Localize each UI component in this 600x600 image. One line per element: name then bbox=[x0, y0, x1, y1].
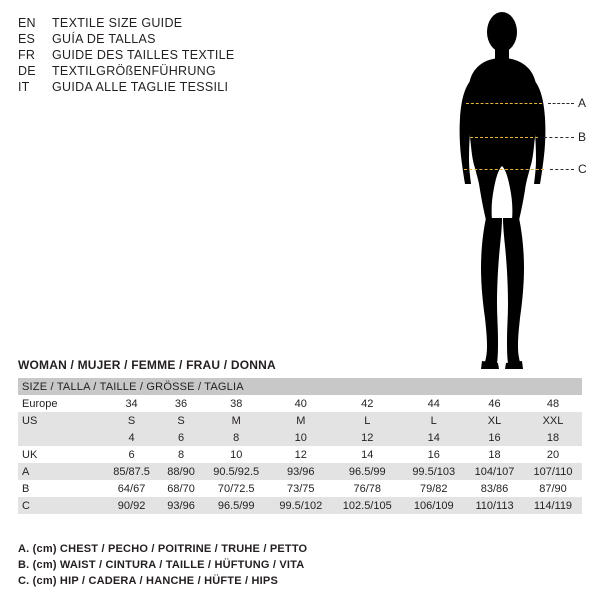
language-code: FR bbox=[18, 48, 36, 62]
waist-extension-line bbox=[544, 137, 574, 138]
table-cell: 104/107 bbox=[465, 463, 524, 480]
table-cell: 110/113 bbox=[465, 497, 524, 514]
table-cell: 10 bbox=[203, 446, 269, 463]
language-text: TEXTILGRÖßENFÜHRUNG bbox=[52, 64, 217, 78]
table-row bbox=[18, 446, 582, 463]
table-cell: 42 bbox=[332, 395, 402, 412]
language-code: ES bbox=[18, 32, 36, 46]
legend-item-c: C. (cm) HIP / CADERA / HANCHE / HÜFTE / HIPS bbox=[18, 575, 278, 587]
table-cell: 12 bbox=[269, 446, 332, 463]
table-cell: 46 bbox=[465, 395, 524, 412]
table-header-label: SIZE / TALLA / TAILLE / GRÖSSE / TAGLIA bbox=[18, 378, 582, 395]
table-cell: 88/90 bbox=[159, 463, 203, 480]
table-cell: 107/110 bbox=[524, 463, 582, 480]
language-row bbox=[18, 48, 348, 62]
table-cell: 10 bbox=[269, 429, 332, 446]
row-label: Europe bbox=[18, 395, 104, 412]
table-cell: 8 bbox=[159, 446, 203, 463]
table-cell: 6 bbox=[159, 429, 203, 446]
row-label bbox=[18, 429, 104, 446]
table-cell: L bbox=[332, 412, 402, 429]
table-cell: 70/72.5 bbox=[203, 480, 269, 497]
row-label: A bbox=[18, 463, 104, 480]
legend-item-a: A. (cm) CHEST / PECHO / POITRINE / TRUHE / PETTO bbox=[18, 543, 308, 555]
row-label: C bbox=[18, 497, 104, 514]
table-cell: 96.5/99 bbox=[203, 497, 269, 514]
hip-extension-line bbox=[550, 169, 574, 170]
table-row bbox=[18, 497, 582, 514]
table-cell: 40 bbox=[269, 395, 332, 412]
table-cell: 102.5/105 bbox=[332, 497, 402, 514]
table-cell: 87/90 bbox=[524, 480, 582, 497]
language-text: GUIDE DES TAILLES TEXTILE bbox=[52, 48, 235, 62]
legend-item-b: B. (cm) WAIST / CINTURA / TAILLE / HÜFTUNG / VITA bbox=[18, 559, 305, 571]
table-cell: 16 bbox=[465, 429, 524, 446]
table-cell: 36 bbox=[159, 395, 203, 412]
table-cell: L bbox=[402, 412, 465, 429]
language-text: TEXTILE SIZE GUIDE bbox=[52, 16, 183, 30]
table-row bbox=[18, 395, 582, 412]
table-cell: 18 bbox=[465, 446, 524, 463]
table-cell: XXL bbox=[524, 412, 582, 429]
row-label: B bbox=[18, 480, 104, 497]
chest-measure-line bbox=[466, 103, 542, 104]
table-row bbox=[18, 480, 582, 497]
table-cell: 18 bbox=[524, 429, 582, 446]
table-cell: 96.5/99 bbox=[332, 463, 402, 480]
table-cell: S bbox=[159, 412, 203, 429]
language-code: EN bbox=[18, 16, 36, 30]
hip-measure-line bbox=[464, 169, 544, 170]
table-cell: 64/67 bbox=[104, 480, 159, 497]
table-cell: 16 bbox=[402, 446, 465, 463]
female-body-silhouette bbox=[430, 6, 600, 376]
language-row bbox=[18, 32, 348, 46]
table-cell: 12 bbox=[332, 429, 402, 446]
table-cell: 4 bbox=[104, 429, 159, 446]
marker-label-b: B bbox=[578, 130, 587, 144]
chest-extension-line bbox=[548, 103, 574, 104]
table-cell: 14 bbox=[402, 429, 465, 446]
language-text: GUÍA DE TALLAS bbox=[52, 32, 156, 46]
table-cell: 8 bbox=[203, 429, 269, 446]
measurement-legend bbox=[18, 543, 578, 591]
table-row bbox=[18, 429, 582, 446]
table-cell: 93/96 bbox=[159, 497, 203, 514]
table-cell: 99.5/102 bbox=[269, 497, 332, 514]
language-code: DE bbox=[18, 64, 36, 78]
language-text: GUIDA ALLE TAGLIE TESSILI bbox=[52, 80, 229, 94]
table-cell: 99.5/103 bbox=[402, 463, 465, 480]
size-table bbox=[18, 378, 582, 514]
table-cell: 34 bbox=[104, 395, 159, 412]
table-row bbox=[18, 412, 582, 429]
size-table-section bbox=[18, 358, 582, 514]
table-cell: 73/75 bbox=[269, 480, 332, 497]
table-caption: WOMAN / MUJER / FEMME / FRAU / DONNA bbox=[18, 358, 276, 372]
language-list bbox=[18, 16, 348, 96]
table-header-row bbox=[18, 378, 582, 395]
table-cell: XL bbox=[465, 412, 524, 429]
marker-label-c: C bbox=[578, 162, 587, 176]
table-cell: 68/70 bbox=[159, 480, 203, 497]
table-cell: 90/92 bbox=[104, 497, 159, 514]
marker-label-a: A bbox=[578, 96, 587, 110]
language-code: IT bbox=[18, 80, 30, 94]
table-cell: S bbox=[104, 412, 159, 429]
row-label: US bbox=[18, 412, 104, 429]
table-cell: 90.5/92.5 bbox=[203, 463, 269, 480]
table-cell: 48 bbox=[524, 395, 582, 412]
table-cell: 85/87.5 bbox=[104, 463, 159, 480]
table-cell: 79/82 bbox=[402, 480, 465, 497]
table-cell: M bbox=[269, 412, 332, 429]
table-cell: 14 bbox=[332, 446, 402, 463]
table-cell: 114/119 bbox=[524, 497, 582, 514]
table-cell: 38 bbox=[203, 395, 269, 412]
language-row bbox=[18, 16, 348, 30]
table-cell: 6 bbox=[104, 446, 159, 463]
table-cell: 20 bbox=[524, 446, 582, 463]
table-cell: 83/86 bbox=[465, 480, 524, 497]
waist-measure-line bbox=[470, 137, 538, 138]
table-cell: M bbox=[203, 412, 269, 429]
table-cell: 93/96 bbox=[269, 463, 332, 480]
silhouette-svg bbox=[430, 6, 600, 376]
table-row bbox=[18, 463, 582, 480]
language-row bbox=[18, 80, 348, 94]
table-cell: 106/109 bbox=[402, 497, 465, 514]
table-cell: 76/78 bbox=[332, 480, 402, 497]
table-cell: 44 bbox=[402, 395, 465, 412]
row-label: UK bbox=[18, 446, 104, 463]
language-row bbox=[18, 64, 348, 78]
